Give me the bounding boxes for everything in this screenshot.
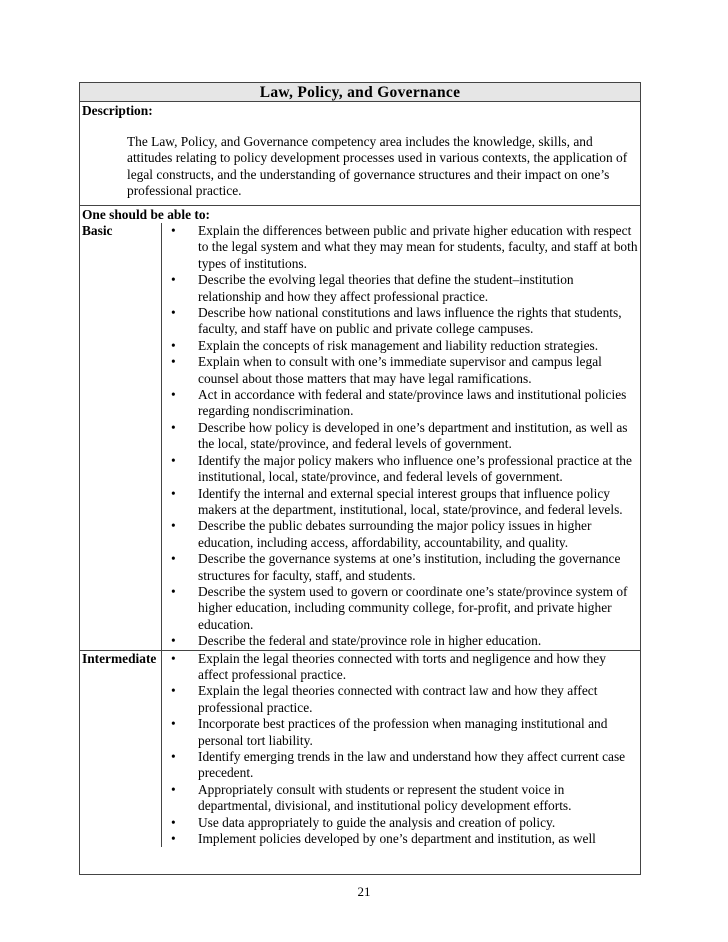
list-item: • Describe the evolving legal theories that define the student–institution relationship and how they affect professional practice. — [162, 272, 638, 305]
level-items-basic — [162, 223, 640, 650]
list-item: • Explain the legal theories connected with contract law and how they affect professional practice. — [162, 683, 638, 716]
list-item: • Describe the system used to govern or coordinate one’s state/province system of higher education, including community college, for-profit, and private higher education. — [162, 584, 638, 633]
list-item: • Identify the internal and external special interest groups that influence policy makers at the department, institutional, local, state/province, and federal levels. — [162, 486, 638, 519]
list-item: • Explain the legal theories connected with torts and negligence and how they affect professional practice. — [162, 651, 638, 684]
list-item: • Explain the concepts of risk management and liability reduction strategies. — [162, 338, 638, 354]
level-label-basic: Basic — [80, 223, 162, 650]
competency-table — [79, 82, 641, 875]
list-item: • Describe how national constitutions and laws influence the rights that students, faculty, and staff have on public and private college campuses. — [162, 305, 638, 338]
section-title: Law, Policy, and Governance — [80, 83, 640, 102]
level-row-intermediate — [80, 651, 640, 848]
list-item: • Incorporate best practices of the profession when managing institutional and personal tort liability. — [162, 716, 638, 749]
page-number: 21 — [357, 884, 371, 899]
level-row-basic — [80, 223, 640, 651]
list-item: • Appropriately consult with students or represent the student voice in departmental, divisional, and institutional policy development efforts. — [162, 782, 638, 815]
list-item: • Describe the public debates surrounding the major policy issues in higher education, including access, affordability, accountability, and quality. — [162, 518, 638, 551]
level-items-intermediate — [162, 651, 640, 848]
list-item: • Describe how policy is developed in one’s department and institution, as well as the local, state/province, and federal levels of government. — [162, 420, 638, 453]
list-item: • Implement policies developed by one’s department and institution, as well — [162, 831, 638, 847]
description-text: The Law, Policy, and Governance competency area includes the knowledge, skills, and attitudes relating to policy development processes used in various contexts, the application of legal constructs, and the understanding of governance structures and their impact on one’s professional practice. — [127, 134, 628, 198]
list-item: • Act in accordance with federal and state/province laws and institutional policies regarding nondiscrimination. — [162, 387, 638, 420]
list-item: • Explain the differences between public and private higher education with respect to the legal system and what they may mean for students, faculty, and staff at both types of institutions. — [162, 223, 638, 272]
list-item: • Identify the major policy makers who influence one’s professional practice at the institutional, local, state/province, and federal levels of government. — [162, 453, 638, 486]
list-item: • Identify emerging trends in the law and understand how they affect current case precedent. — [162, 749, 638, 782]
list-item: • Use data appropriately to guide the analysis and creation of policy. — [162, 815, 638, 831]
list-item: • Describe the governance systems at one’s institution, including the governance structures for faculty, staff, and students. — [162, 551, 638, 584]
description-label: Description: — [82, 103, 153, 118]
level-label-intermediate: Intermediate — [80, 651, 162, 848]
list-item: • Explain when to consult with one’s immediate supervisor and campus legal counsel about those matters that may have legal ramifications. — [162, 354, 638, 387]
list-item: • Describe the federal and state/province role in higher education. — [162, 633, 638, 649]
able-to-label: One should be able to: — [82, 207, 210, 223]
description-block — [80, 102, 640, 206]
